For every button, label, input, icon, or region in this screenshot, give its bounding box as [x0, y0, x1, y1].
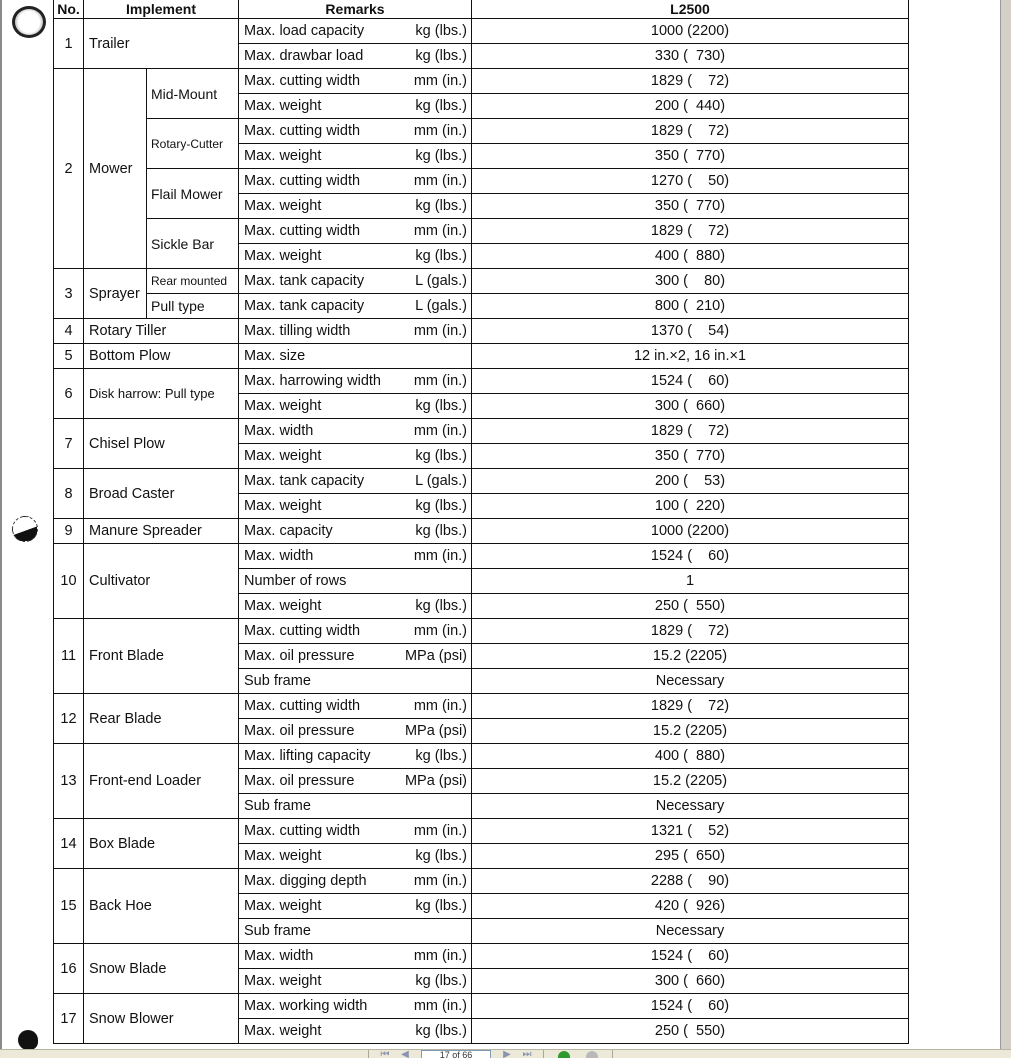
remark-cell	[239, 394, 472, 419]
implement-number: 8	[54, 469, 84, 519]
spec-value: 350 ( 770)	[654, 448, 726, 464]
implement-number: 7	[54, 419, 84, 469]
remark-unit: mm (in.)	[413, 73, 467, 89]
remark-unit: mm (in.)	[413, 873, 467, 889]
implement-number: 11	[54, 619, 84, 694]
remark-label: Max. oil pressure	[244, 723, 355, 739]
remark-label: Max. size	[244, 348, 306, 364]
table-row	[54, 269, 909, 294]
remark-cell	[239, 869, 472, 894]
implement-name: Snow Blade	[84, 944, 239, 994]
remark-cell	[239, 269, 472, 294]
remark-cell	[239, 344, 472, 369]
remark-label: Max. cutting width	[244, 823, 361, 839]
spec-value-cell	[472, 969, 909, 994]
remark-unit: kg (lbs.)	[415, 748, 467, 764]
remark-unit: kg (lbs.)	[415, 48, 467, 64]
spec-value: 1524 ( 60)	[650, 548, 730, 564]
implement-number: 13	[54, 744, 84, 819]
remark-label: Max. width	[244, 548, 314, 564]
implement-name: Chisel Plow	[84, 419, 239, 469]
spec-value: 800 ( 210)	[654, 298, 726, 314]
table-row	[54, 419, 909, 444]
spec-value-cell	[472, 694, 909, 719]
remark-label: Max. cutting width	[244, 173, 361, 189]
remark-unit: MPa (psi)	[404, 723, 467, 739]
remark-unit: mm (in.)	[413, 698, 467, 714]
header-no: No.	[54, 0, 84, 19]
remark-cell	[239, 919, 472, 944]
table-row	[54, 219, 909, 244]
implement-name: Front-end Loader	[84, 744, 239, 819]
spec-value: 1829 ( 72)	[650, 423, 730, 439]
implement-name: Disk harrow: Pull type	[84, 369, 239, 419]
remark-cell	[239, 44, 472, 69]
table-row	[54, 369, 909, 394]
remark-cell	[239, 794, 472, 819]
spec-value-cell	[472, 244, 909, 269]
spec-value-cell	[472, 369, 909, 394]
spec-value: 1524 ( 60)	[650, 948, 730, 964]
spec-value-cell	[472, 419, 909, 444]
remark-label: Max. tilling width	[244, 323, 351, 339]
remark-unit: mm (in.)	[413, 373, 467, 389]
spec-value-cell	[472, 869, 909, 894]
remark-cell	[239, 844, 472, 869]
remark-cell	[239, 519, 472, 544]
implement-number: 14	[54, 819, 84, 869]
implement-name: Cultivator	[84, 544, 239, 619]
spec-value-cell	[472, 44, 909, 69]
remark-cell	[239, 944, 472, 969]
remark-unit: kg (lbs.)	[415, 398, 467, 414]
spec-value: 1829 ( 72)	[650, 223, 730, 239]
implement-name: Trailer	[84, 19, 239, 69]
implement-subtype: Rear mounted	[147, 269, 239, 294]
spec-value-cell	[472, 719, 909, 744]
table-row	[54, 819, 909, 844]
remark-cell	[239, 19, 472, 44]
remark-label: Max. tank capacity	[244, 298, 365, 314]
remark-label: Max. digging depth	[244, 873, 367, 889]
spec-value-cell	[472, 294, 909, 319]
prev-page-icon[interactable]: ◀	[401, 1049, 409, 1058]
remark-label: Max. tank capacity	[244, 473, 365, 489]
spec-value: 1829 ( 72)	[650, 123, 730, 139]
spec-value: 400 ( 880)	[654, 248, 726, 264]
remark-label: Max. cutting width	[244, 123, 361, 139]
remark-label: Max. weight	[244, 148, 322, 164]
remark-label: Max. weight	[244, 973, 322, 989]
spec-value-cell	[472, 69, 909, 94]
spec-value-cell	[472, 619, 909, 644]
spec-value-cell	[472, 944, 909, 969]
spec-value: Necessary	[655, 798, 725, 814]
remark-label: Max. weight	[244, 898, 322, 914]
spec-value: Necessary	[655, 923, 725, 939]
implement-subtype: Mid-Mount	[147, 69, 239, 119]
implement-number: 16	[54, 944, 84, 994]
header-implement: Implement	[84, 0, 239, 19]
implement-name: Sprayer	[84, 269, 147, 319]
remark-cell	[239, 894, 472, 919]
table-row	[54, 944, 909, 969]
spec-value: 200 ( 440)	[654, 98, 726, 114]
vertical-scrollbar[interactable]	[1000, 0, 1011, 1049]
implement-name: Back Hoe	[84, 869, 239, 944]
table-row	[54, 994, 909, 1019]
implement-name: Bottom Plow	[84, 344, 239, 369]
spec-value: 15.2 (2205)	[652, 723, 728, 739]
spec-value-cell	[472, 469, 909, 494]
remark-label: Max. weight	[244, 598, 322, 614]
remark-label: Max. weight	[244, 448, 322, 464]
spec-value: 1524 ( 60)	[650, 373, 730, 389]
implement-number: 10	[54, 544, 84, 619]
spec-value-cell	[472, 519, 909, 544]
remark-cell	[239, 169, 472, 194]
remark-label: Max. cutting width	[244, 623, 361, 639]
spec-value: 15.2 (2205)	[652, 648, 728, 664]
table-row	[54, 69, 909, 94]
remark-cell	[239, 969, 472, 994]
remark-cell	[239, 244, 472, 269]
remark-label: Max. cutting width	[244, 223, 361, 239]
implement-name: Rear Blade	[84, 694, 239, 744]
spec-value-cell	[472, 894, 909, 919]
table-row	[54, 19, 909, 44]
spec-value: 1321 ( 52)	[650, 823, 730, 839]
remark-label: Max. tank capacity	[244, 273, 365, 289]
implement-spec-table	[53, 0, 909, 1044]
spec-value-cell	[472, 594, 909, 619]
remark-cell	[239, 544, 472, 569]
spec-value: 2288 ( 90)	[650, 873, 730, 889]
remark-unit: kg (lbs.)	[415, 448, 467, 464]
spec-value-cell	[472, 794, 909, 819]
implement-name: Broad Caster	[84, 469, 239, 519]
remark-label: Max. oil pressure	[244, 648, 355, 664]
remark-cell	[239, 319, 472, 344]
spec-value-cell	[472, 119, 909, 144]
punch-hole-icon	[12, 6, 46, 38]
remark-unit: mm (in.)	[413, 423, 467, 439]
remark-cell	[239, 619, 472, 644]
spec-value: 1370 ( 54)	[650, 323, 730, 339]
remark-cell	[239, 144, 472, 169]
remark-label: Max. lifting capacity	[244, 748, 371, 764]
spec-value: 400 ( 880)	[654, 748, 726, 764]
remark-cell	[239, 769, 472, 794]
remark-unit: kg (lbs.)	[415, 898, 467, 914]
spec-value: 420 ( 926)	[654, 898, 726, 914]
remark-cell	[239, 569, 472, 594]
spec-value: 1	[685, 573, 695, 589]
remark-unit: mm (in.)	[413, 823, 467, 839]
remark-label: Max. weight	[244, 848, 322, 864]
implement-number: 9	[54, 519, 84, 544]
remark-cell	[239, 444, 472, 469]
remark-label: Max. weight	[244, 248, 322, 264]
remark-label: Number of rows	[244, 573, 347, 589]
table-header-row	[54, 0, 909, 19]
remark-unit: mm (in.)	[413, 623, 467, 639]
table-row	[54, 119, 909, 144]
remark-unit: mm (in.)	[413, 173, 467, 189]
table-row	[54, 544, 909, 569]
header-remarks: Remarks	[239, 0, 472, 19]
remark-label: Max. oil pressure	[244, 773, 355, 789]
implement-number: 15	[54, 869, 84, 944]
implement-subtype: Sickle Bar	[147, 219, 239, 269]
remark-cell	[239, 819, 472, 844]
remark-cell	[239, 369, 472, 394]
remark-cell	[239, 744, 472, 769]
remark-label: Max. weight	[244, 1023, 322, 1039]
implement-number: 4	[54, 319, 84, 344]
first-page-icon[interactable]: ⏮	[380, 1049, 390, 1058]
spec-value: 1829 ( 72)	[650, 623, 730, 639]
remark-unit: mm (in.)	[413, 548, 467, 564]
remark-label: Sub frame	[244, 923, 311, 939]
remark-label: Max. drawbar load	[244, 48, 364, 64]
table-row	[54, 869, 909, 894]
remark-unit: mm (in.)	[413, 223, 467, 239]
spec-value: 300 ( 80)	[654, 273, 726, 289]
spec-value: 100 ( 220)	[654, 498, 726, 514]
remark-unit: mm (in.)	[413, 998, 467, 1014]
remark-cell	[239, 119, 472, 144]
spec-value-cell	[472, 269, 909, 294]
spec-value: 1829 ( 72)	[650, 73, 730, 89]
remark-label: Sub frame	[244, 673, 311, 689]
remark-unit: mm (in.)	[413, 323, 467, 339]
spec-value-cell	[472, 569, 909, 594]
implement-name: Mower	[84, 69, 147, 269]
remark-unit: MPa (psi)	[404, 648, 467, 664]
last-page-icon[interactable]: ⏭	[522, 1049, 532, 1058]
spec-value: 350 ( 770)	[654, 148, 726, 164]
spec-value: 12 in.×2, 16 in.×1	[633, 348, 747, 364]
remark-cell	[239, 694, 472, 719]
remark-unit: kg (lbs.)	[415, 98, 467, 114]
table-row	[54, 344, 909, 369]
spec-value: 1829 ( 72)	[650, 698, 730, 714]
spec-value: 200 ( 53)	[654, 473, 726, 489]
toolbar-divider	[368, 1050, 369, 1058]
page-number-input[interactable]: 17 of 66	[421, 1050, 491, 1058]
header-model: L2500	[472, 0, 909, 19]
remark-unit: L (gals.)	[415, 273, 467, 289]
remark-cell	[239, 194, 472, 219]
table-row	[54, 519, 909, 544]
spec-value-cell	[472, 919, 909, 944]
remark-label: Max. weight	[244, 98, 322, 114]
spec-value-cell	[472, 544, 909, 569]
viewer-left-border	[0, 0, 2, 1049]
table-row	[54, 619, 909, 644]
remark-unit: mm (in.)	[413, 948, 467, 964]
remark-label: Max. width	[244, 423, 314, 439]
spec-value-cell	[472, 844, 909, 869]
spec-value-cell	[472, 744, 909, 769]
remark-cell	[239, 94, 472, 119]
spec-value-cell	[472, 169, 909, 194]
punch-hole-icon	[18, 1030, 38, 1050]
remark-label: Max. load capacity	[244, 23, 365, 39]
implement-name: Manure Spreader	[84, 519, 239, 544]
remark-unit: kg (lbs.)	[415, 523, 467, 539]
remark-unit: kg (lbs.)	[415, 198, 467, 214]
implement-number: 5	[54, 344, 84, 369]
spec-value-cell	[472, 394, 909, 419]
spec-value-cell	[472, 1019, 909, 1044]
implement-name: Front Blade	[84, 619, 239, 694]
remark-unit: kg (lbs.)	[415, 248, 467, 264]
remark-label: Max. working width	[244, 998, 368, 1014]
viewer-navigation-bar	[0, 1049, 1011, 1058]
table-row	[54, 294, 909, 319]
spec-value: 330 ( 730)	[654, 48, 726, 64]
go-forward-icon[interactable]	[558, 1051, 570, 1058]
remark-label: Max. harrowing width	[244, 373, 381, 389]
spec-value-cell	[472, 194, 909, 219]
spec-value-cell	[472, 644, 909, 669]
remark-unit: mm (in.)	[413, 123, 467, 139]
spec-value: 250 ( 550)	[654, 598, 726, 614]
remark-cell	[239, 669, 472, 694]
remark-cell	[239, 69, 472, 94]
spec-value-cell	[472, 769, 909, 794]
implement-number: 17	[54, 994, 84, 1044]
remark-unit: kg (lbs.)	[415, 848, 467, 864]
remark-cell	[239, 419, 472, 444]
remark-label: Max. weight	[244, 398, 322, 414]
remark-label: Max. weight	[244, 498, 322, 514]
remark-cell	[239, 719, 472, 744]
remark-label: Max. width	[244, 948, 314, 964]
table-row	[54, 319, 909, 344]
implement-number: 3	[54, 269, 84, 319]
spec-value: 1524 ( 60)	[650, 998, 730, 1014]
spec-value: 1000 (2200)	[650, 523, 730, 539]
spec-value-cell	[472, 319, 909, 344]
remark-cell	[239, 469, 472, 494]
spec-value: 250 ( 550)	[654, 1023, 726, 1039]
implement-subtype: Rotary-Cutter	[147, 119, 239, 169]
spec-value-cell	[472, 819, 909, 844]
remark-unit: kg (lbs.)	[415, 598, 467, 614]
remark-label: Max. capacity	[244, 523, 333, 539]
implement-name: Box Blade	[84, 819, 239, 869]
table-row	[54, 744, 909, 769]
implement-subtype: Flail Mower	[147, 169, 239, 219]
spec-value-cell	[472, 19, 909, 44]
toolbar-divider	[612, 1050, 613, 1058]
go-back-icon[interactable]	[586, 1051, 598, 1058]
remark-label: Max. weight	[244, 198, 322, 214]
spec-value-cell	[472, 144, 909, 169]
remark-cell	[239, 219, 472, 244]
remark-cell	[239, 294, 472, 319]
implement-number: 2	[54, 69, 84, 269]
table-row	[54, 469, 909, 494]
remark-label: Max. cutting width	[244, 698, 361, 714]
remark-cell	[239, 994, 472, 1019]
spec-value: 15.2 (2205)	[652, 773, 728, 789]
spec-value: 295 ( 650)	[654, 848, 726, 864]
toolbar-divider	[543, 1050, 544, 1058]
remark-unit: L (gals.)	[415, 298, 467, 314]
remark-label: Max. cutting width	[244, 73, 361, 89]
next-page-icon[interactable]: ▶	[503, 1049, 511, 1058]
table-row	[54, 694, 909, 719]
remark-unit: MPa (psi)	[404, 773, 467, 789]
implement-number: 6	[54, 369, 84, 419]
remark-cell	[239, 1019, 472, 1044]
remark-unit: kg (lbs.)	[415, 148, 467, 164]
punch-hole-icon	[12, 516, 38, 542]
implement-name: Rotary Tiller	[84, 319, 239, 344]
remark-unit: kg (lbs.)	[415, 23, 467, 39]
remark-unit: kg (lbs.)	[415, 498, 467, 514]
spec-value-cell	[472, 994, 909, 1019]
remark-cell	[239, 644, 472, 669]
implement-subtype: Pull type	[147, 294, 239, 319]
spec-value: 300 ( 660)	[654, 973, 726, 989]
spec-value-cell	[472, 669, 909, 694]
spec-value-cell	[472, 444, 909, 469]
spec-value: 1270 ( 50)	[650, 173, 730, 189]
remark-label: Sub frame	[244, 798, 311, 814]
implement-name: Snow Blower	[84, 994, 239, 1044]
remark-cell	[239, 494, 472, 519]
spec-value-cell	[472, 494, 909, 519]
implement-number: 12	[54, 694, 84, 744]
remark-unit: L (gals.)	[415, 473, 467, 489]
remark-unit: kg (lbs.)	[415, 1023, 467, 1039]
spec-value: 300 ( 660)	[654, 398, 726, 414]
spec-value: 1000 (2200)	[650, 23, 730, 39]
spec-value-cell	[472, 94, 909, 119]
spec-value-cell	[472, 219, 909, 244]
implement-number: 1	[54, 19, 84, 69]
table-row	[54, 169, 909, 194]
remark-unit: kg (lbs.)	[415, 973, 467, 989]
spec-value: 350 ( 770)	[654, 198, 726, 214]
remark-cell	[239, 594, 472, 619]
spec-value-cell	[472, 344, 909, 369]
spec-value: Necessary	[655, 673, 725, 689]
